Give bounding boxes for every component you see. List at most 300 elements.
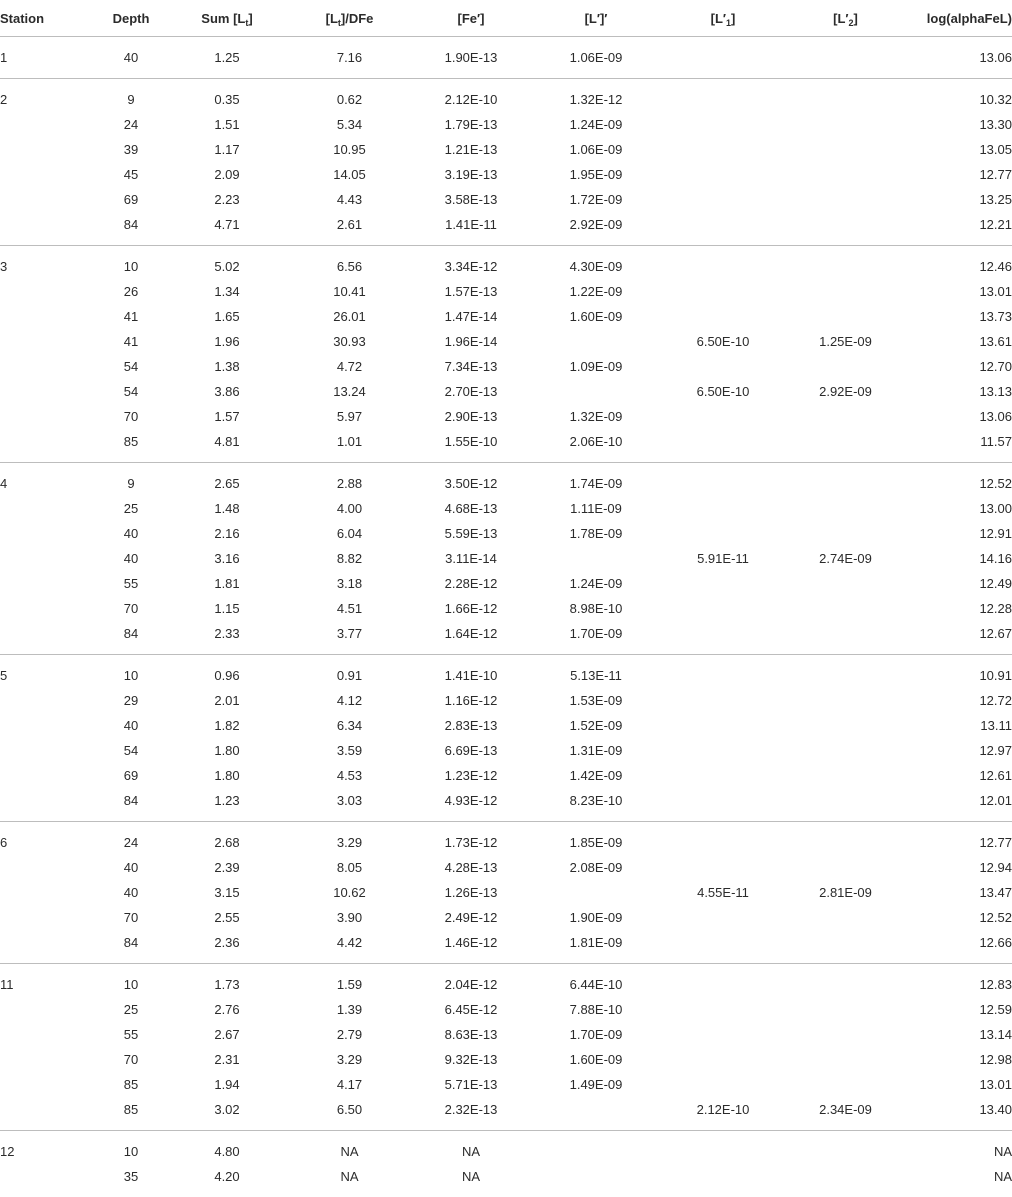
- cell-l1: [659, 112, 787, 137]
- table-row: [0, 1131, 1012, 1165]
- cell-lt-dfe: 10.62: [290, 880, 409, 905]
- cell-lprime: 1.74E-09: [533, 463, 659, 497]
- cell-lprime: 1.11E-09: [533, 496, 659, 521]
- cell-log-alpha: 12.52: [904, 905, 1012, 930]
- cell-fe: 4.68E-13: [409, 496, 533, 521]
- cell-depth: 54: [98, 738, 164, 763]
- cell-l1: [659, 855, 787, 880]
- cell-depth: 45: [98, 162, 164, 187]
- cell-lt-dfe: NA: [290, 1131, 409, 1165]
- cell-lt-dfe: 26.01: [290, 304, 409, 329]
- table-row: [0, 788, 1012, 822]
- cell-sum-lt: 1.57: [164, 404, 290, 429]
- cell-sum-lt: 1.73: [164, 964, 290, 998]
- cell-depth: 10: [98, 246, 164, 280]
- cell-depth: 55: [98, 1022, 164, 1047]
- cell-log-alpha: 13.14: [904, 1022, 1012, 1047]
- cell-depth: 10: [98, 655, 164, 689]
- cell-lprime: 1.06E-09: [533, 137, 659, 162]
- cell-log-alpha: 12.52: [904, 463, 1012, 497]
- cell-lt-dfe: 4.72: [290, 354, 409, 379]
- cell-lt-dfe: 6.56: [290, 246, 409, 280]
- cell-depth: 40: [98, 713, 164, 738]
- cell-depth: 40: [98, 546, 164, 571]
- cell-l2: [787, 187, 904, 212]
- cell-log-alpha: 12.72: [904, 688, 1012, 713]
- cell-l2: [787, 1072, 904, 1097]
- cell-depth: 26: [98, 279, 164, 304]
- cell-fe: 1.23E-12: [409, 763, 533, 788]
- cell-lt-dfe: 1.01: [290, 429, 409, 463]
- cell-station: [0, 354, 98, 379]
- cell-l1: [659, 1022, 787, 1047]
- cell-station: 3: [0, 246, 98, 280]
- cell-l1: [659, 212, 787, 246]
- table-row: [0, 379, 1012, 404]
- cell-l2: [787, 246, 904, 280]
- cell-station: [0, 187, 98, 212]
- cell-fe: 1.73E-12: [409, 822, 533, 856]
- cell-l1: [659, 162, 787, 187]
- table-row: [0, 1072, 1012, 1097]
- cell-log-alpha: 12.49: [904, 571, 1012, 596]
- cell-fe: 1.47E-14: [409, 304, 533, 329]
- cell-lprime: 2.08E-09: [533, 855, 659, 880]
- cell-depth: 54: [98, 379, 164, 404]
- header-depth: Depth: [98, 0, 164, 37]
- table-row: [0, 521, 1012, 546]
- cell-lt-dfe: 4.43: [290, 187, 409, 212]
- table-row: [0, 246, 1012, 280]
- table-row: [0, 546, 1012, 571]
- cell-sum-lt: 3.16: [164, 546, 290, 571]
- cell-log-alpha: 13.06: [904, 37, 1012, 79]
- cell-lt-dfe: 5.97: [290, 404, 409, 429]
- cell-station: [0, 137, 98, 162]
- cell-fe: 3.19E-13: [409, 162, 533, 187]
- cell-station: 2: [0, 79, 98, 113]
- cell-lprime: 2.92E-09: [533, 212, 659, 246]
- header-l1: [659, 0, 787, 37]
- cell-station: [0, 379, 98, 404]
- cell-station: 4: [0, 463, 98, 497]
- cell-sum-lt: 2.55: [164, 905, 290, 930]
- table-row: [0, 1164, 1012, 1197]
- cell-l2: [787, 1022, 904, 1047]
- cell-l1: [659, 304, 787, 329]
- table-row: [0, 822, 1012, 856]
- cell-lprime: 1.95E-09: [533, 162, 659, 187]
- cell-station: [0, 738, 98, 763]
- cell-lprime: 1.32E-09: [533, 404, 659, 429]
- cell-fe: 3.50E-12: [409, 463, 533, 497]
- cell-l1: [659, 964, 787, 998]
- cell-depth: 84: [98, 788, 164, 822]
- cell-sum-lt: 2.65: [164, 463, 290, 497]
- cell-lprime: 1.42E-09: [533, 763, 659, 788]
- cell-lprime: 1.78E-09: [533, 521, 659, 546]
- cell-fe: 1.21E-13: [409, 137, 533, 162]
- cell-sum-lt: 3.15: [164, 880, 290, 905]
- cell-l1: [659, 822, 787, 856]
- cell-depth: 24: [98, 822, 164, 856]
- cell-lprime: 1.70E-09: [533, 1022, 659, 1047]
- cell-log-alpha: 12.66: [904, 930, 1012, 964]
- cell-sum-lt: 1.96: [164, 329, 290, 354]
- cell-log-alpha: 13.11: [904, 713, 1012, 738]
- table-row: [0, 596, 1012, 621]
- cell-sum-lt: 1.51: [164, 112, 290, 137]
- cell-l1: [659, 1072, 787, 1097]
- table-row: [0, 571, 1012, 596]
- cell-l2: [787, 905, 904, 930]
- cell-lprime: 1.70E-09: [533, 621, 659, 655]
- table-row: [0, 162, 1012, 187]
- cell-station: 11: [0, 964, 98, 998]
- cell-sum-lt: 1.80: [164, 763, 290, 788]
- cell-l1: [659, 596, 787, 621]
- cell-fe: 1.55E-10: [409, 429, 533, 463]
- cell-lt-dfe: 10.41: [290, 279, 409, 304]
- cell-fe: 6.69E-13: [409, 738, 533, 763]
- cell-depth: 55: [98, 571, 164, 596]
- cell-l2: 2.74E-09: [787, 546, 904, 571]
- cell-fe: 2.12E-10: [409, 79, 533, 113]
- cell-lprime: 5.13E-11: [533, 655, 659, 689]
- cell-l1: [659, 521, 787, 546]
- cell-fe: 1.16E-12: [409, 688, 533, 713]
- cell-lprime: [533, 1164, 659, 1197]
- cell-l1: 4.55E-11: [659, 880, 787, 905]
- cell-sum-lt: 2.39: [164, 855, 290, 880]
- cell-station: [0, 571, 98, 596]
- cell-station: [0, 905, 98, 930]
- cell-l2: [787, 496, 904, 521]
- table-row: [0, 738, 1012, 763]
- header-l1-sub: 1: [726, 18, 731, 28]
- cell-lprime: [533, 1097, 659, 1131]
- table-row: [0, 880, 1012, 905]
- cell-log-alpha: 13.01: [904, 279, 1012, 304]
- cell-log-alpha: 13.01: [904, 1072, 1012, 1097]
- cell-sum-lt: 1.81: [164, 571, 290, 596]
- cell-depth: 84: [98, 621, 164, 655]
- cell-log-alpha: 13.05: [904, 137, 1012, 162]
- cell-lt-dfe: 3.90: [290, 905, 409, 930]
- cell-station: [0, 688, 98, 713]
- cell-lprime: 4.30E-09: [533, 246, 659, 280]
- table-row: [0, 212, 1012, 246]
- cell-station: [0, 930, 98, 964]
- table-row: [0, 404, 1012, 429]
- table-row: [0, 763, 1012, 788]
- cell-fe: 3.11E-14: [409, 546, 533, 571]
- cell-lt-dfe: 30.93: [290, 329, 409, 354]
- cell-lprime: [533, 880, 659, 905]
- table-row: [0, 496, 1012, 521]
- cell-station: [0, 329, 98, 354]
- cell-log-alpha: 13.61: [904, 329, 1012, 354]
- header-l1-post: ]: [731, 11, 735, 26]
- table-body: [0, 37, 1012, 1197]
- cell-sum-lt: 5.02: [164, 246, 290, 280]
- cell-log-alpha: 13.40: [904, 1097, 1012, 1131]
- cell-lt-dfe: 2.79: [290, 1022, 409, 1047]
- header-lprime: [L′]′: [533, 0, 659, 37]
- cell-fe: 8.63E-13: [409, 1022, 533, 1047]
- cell-fe: NA: [409, 1131, 533, 1165]
- cell-depth: 9: [98, 79, 164, 113]
- cell-fe: 1.66E-12: [409, 596, 533, 621]
- cell-station: [0, 596, 98, 621]
- table-row: [0, 621, 1012, 655]
- cell-l2: [787, 1131, 904, 1165]
- cell-l2: [787, 822, 904, 856]
- cell-log-alpha: 13.06: [904, 404, 1012, 429]
- cell-lprime: 1.85E-09: [533, 822, 659, 856]
- header-lt-dfe: [290, 0, 409, 37]
- cell-fe: 1.79E-13: [409, 112, 533, 137]
- cell-l2: [787, 1164, 904, 1197]
- cell-fe: 1.41E-10: [409, 655, 533, 689]
- cell-station: [0, 521, 98, 546]
- cell-sum-lt: 1.80: [164, 738, 290, 763]
- cell-lprime: 1.49E-09: [533, 1072, 659, 1097]
- cell-lt-dfe: 2.88: [290, 463, 409, 497]
- cell-lt-dfe: 4.42: [290, 930, 409, 964]
- cell-l1: [659, 1164, 787, 1197]
- cell-l1: [659, 621, 787, 655]
- cell-sum-lt: 2.67: [164, 1022, 290, 1047]
- cell-sum-lt: 4.71: [164, 212, 290, 246]
- cell-l2: [787, 655, 904, 689]
- cell-lt-dfe: 3.03: [290, 788, 409, 822]
- cell-station: [0, 162, 98, 187]
- cell-fe: NA: [409, 1164, 533, 1197]
- cell-l2: [787, 79, 904, 113]
- cell-depth: 10: [98, 1131, 164, 1165]
- cell-station: 12: [0, 1131, 98, 1165]
- cell-depth: 54: [98, 354, 164, 379]
- cell-fe: 1.57E-13: [409, 279, 533, 304]
- table-row: [0, 187, 1012, 212]
- cell-sum-lt: 1.15: [164, 596, 290, 621]
- cell-l2: 1.25E-09: [787, 329, 904, 354]
- cell-lprime: 1.31E-09: [533, 738, 659, 763]
- cell-l1: [659, 137, 787, 162]
- cell-lt-dfe: 5.34: [290, 112, 409, 137]
- cell-l1: [659, 463, 787, 497]
- table-row: [0, 137, 1012, 162]
- cell-lt-dfe: 2.61: [290, 212, 409, 246]
- cell-depth: 40: [98, 880, 164, 905]
- cell-lprime: 7.88E-10: [533, 997, 659, 1022]
- cell-l2: [787, 930, 904, 964]
- cell-log-alpha: 12.91: [904, 521, 1012, 546]
- cell-sum-lt: 1.25: [164, 37, 290, 79]
- cell-l2: [787, 571, 904, 596]
- cell-log-alpha: 13.25: [904, 187, 1012, 212]
- cell-l1: [659, 997, 787, 1022]
- cell-fe: 7.34E-13: [409, 354, 533, 379]
- cell-station: [0, 304, 98, 329]
- cell-lprime: 1.09E-09: [533, 354, 659, 379]
- cell-l1: [659, 279, 787, 304]
- cell-fe: 2.90E-13: [409, 404, 533, 429]
- cell-station: [0, 1047, 98, 1072]
- cell-lprime: 1.32E-12: [533, 79, 659, 113]
- cell-l1: [659, 1047, 787, 1072]
- cell-l2: [787, 688, 904, 713]
- cell-depth: 40: [98, 37, 164, 79]
- cell-sum-lt: 1.34: [164, 279, 290, 304]
- cell-sum-lt: 1.94: [164, 1072, 290, 1097]
- table-row: [0, 37, 1012, 79]
- table-row: [0, 930, 1012, 964]
- cell-sum-lt: 2.09: [164, 162, 290, 187]
- cell-sum-lt: 1.65: [164, 304, 290, 329]
- cell-l2: [787, 1047, 904, 1072]
- cell-l1: [659, 738, 787, 763]
- cell-sum-lt: 2.16: [164, 521, 290, 546]
- cell-station: [0, 880, 98, 905]
- cell-l1: 5.91E-11: [659, 546, 787, 571]
- cell-fe: 2.32E-13: [409, 1097, 533, 1131]
- cell-fe: 1.90E-13: [409, 37, 533, 79]
- cell-l2: [787, 621, 904, 655]
- cell-l2: [787, 738, 904, 763]
- header-l2-post: ]: [854, 11, 858, 26]
- cell-depth: 25: [98, 496, 164, 521]
- cell-station: [0, 997, 98, 1022]
- cell-l2: [787, 162, 904, 187]
- cell-station: [0, 1022, 98, 1047]
- cell-sum-lt: 1.23: [164, 788, 290, 822]
- cell-l1: 6.50E-10: [659, 379, 787, 404]
- table-row: [0, 279, 1012, 304]
- cell-lt-dfe: 4.53: [290, 763, 409, 788]
- cell-sum-lt: 0.35: [164, 79, 290, 113]
- cell-log-alpha: 12.77: [904, 822, 1012, 856]
- cell-sum-lt: 3.86: [164, 379, 290, 404]
- cell-l1: [659, 655, 787, 689]
- cell-lprime: [533, 379, 659, 404]
- cell-depth: 85: [98, 429, 164, 463]
- cell-l2: 2.92E-09: [787, 379, 904, 404]
- header-l2-pre: [L′: [833, 11, 848, 26]
- cell-fe: 5.59E-13: [409, 521, 533, 546]
- cell-station: [0, 279, 98, 304]
- header-log-alpha: log(alphaFeL): [904, 0, 1012, 37]
- table-row: [0, 1022, 1012, 1047]
- cell-depth: 24: [98, 112, 164, 137]
- cell-depth: 84: [98, 930, 164, 964]
- cell-fe: 1.26E-13: [409, 880, 533, 905]
- table-row: [0, 1097, 1012, 1131]
- cell-fe: 6.45E-12: [409, 997, 533, 1022]
- cell-log-alpha: 12.70: [904, 354, 1012, 379]
- cell-lprime: 1.72E-09: [533, 187, 659, 212]
- cell-depth: 70: [98, 905, 164, 930]
- cell-l1: [659, 187, 787, 212]
- cell-lt-dfe: 6.04: [290, 521, 409, 546]
- cell-lprime: 6.44E-10: [533, 964, 659, 998]
- cell-l1: [659, 496, 787, 521]
- cell-l2: 2.81E-09: [787, 880, 904, 905]
- cell-l1: [659, 404, 787, 429]
- cell-depth: 29: [98, 688, 164, 713]
- table-row: [0, 997, 1012, 1022]
- cell-depth: 41: [98, 329, 164, 354]
- table-row: [0, 354, 1012, 379]
- cell-l1: 6.50E-10: [659, 329, 787, 354]
- cell-sum-lt: 2.76: [164, 997, 290, 1022]
- header-sum-lt: [164, 0, 290, 37]
- cell-fe: 2.04E-12: [409, 964, 533, 998]
- cell-lt-dfe: 4.00: [290, 496, 409, 521]
- cell-depth: 85: [98, 1072, 164, 1097]
- cell-l2: 2.34E-09: [787, 1097, 904, 1131]
- cell-sum-lt: 2.31: [164, 1047, 290, 1072]
- cell-l1: [659, 930, 787, 964]
- cell-lprime: [533, 329, 659, 354]
- cell-station: [0, 496, 98, 521]
- cell-log-alpha: 14.16: [904, 546, 1012, 571]
- cell-depth: 70: [98, 596, 164, 621]
- cell-lprime: 1.24E-09: [533, 112, 659, 137]
- cell-sum-lt: 2.01: [164, 688, 290, 713]
- cell-log-alpha: 12.67: [904, 621, 1012, 655]
- cell-lt-dfe: 1.59: [290, 964, 409, 998]
- cell-l1: [659, 571, 787, 596]
- cell-station: [0, 1097, 98, 1131]
- cell-log-alpha: 12.46: [904, 246, 1012, 280]
- cell-station: [0, 621, 98, 655]
- cell-fe: 1.96E-14: [409, 329, 533, 354]
- cell-lprime: 1.52E-09: [533, 713, 659, 738]
- cell-l1: 2.12E-10: [659, 1097, 787, 1131]
- cell-l2: [787, 763, 904, 788]
- cell-lt-dfe: 3.77: [290, 621, 409, 655]
- cell-log-alpha: 13.73: [904, 304, 1012, 329]
- cell-lt-dfe: 6.34: [290, 713, 409, 738]
- header-lt-dfe-post: ]/DFe: [341, 11, 374, 26]
- cell-station: [0, 546, 98, 571]
- cell-log-alpha: 12.01: [904, 788, 1012, 822]
- cell-lprime: 1.06E-09: [533, 37, 659, 79]
- cell-lt-dfe: 13.24: [290, 379, 409, 404]
- cell-lt-dfe: 8.82: [290, 546, 409, 571]
- cell-log-alpha: NA: [904, 1164, 1012, 1197]
- cell-fe: 2.49E-12: [409, 905, 533, 930]
- cell-log-alpha: 12.83: [904, 964, 1012, 998]
- cell-sum-lt: 2.36: [164, 930, 290, 964]
- cell-l2: [787, 212, 904, 246]
- cell-fe: 2.28E-12: [409, 571, 533, 596]
- cell-l2: [787, 304, 904, 329]
- table-header: [0, 0, 1012, 37]
- cell-log-alpha: 12.98: [904, 1047, 1012, 1072]
- cell-log-alpha: 10.32: [904, 79, 1012, 113]
- cell-l1: [659, 354, 787, 379]
- cell-lt-dfe: 3.18: [290, 571, 409, 596]
- cell-lt-dfe: 0.62: [290, 79, 409, 113]
- table-row: [0, 1047, 1012, 1072]
- cell-l1: [659, 246, 787, 280]
- cell-log-alpha: 12.21: [904, 212, 1012, 246]
- cell-station: [0, 112, 98, 137]
- cell-lt-dfe: 3.29: [290, 1047, 409, 1072]
